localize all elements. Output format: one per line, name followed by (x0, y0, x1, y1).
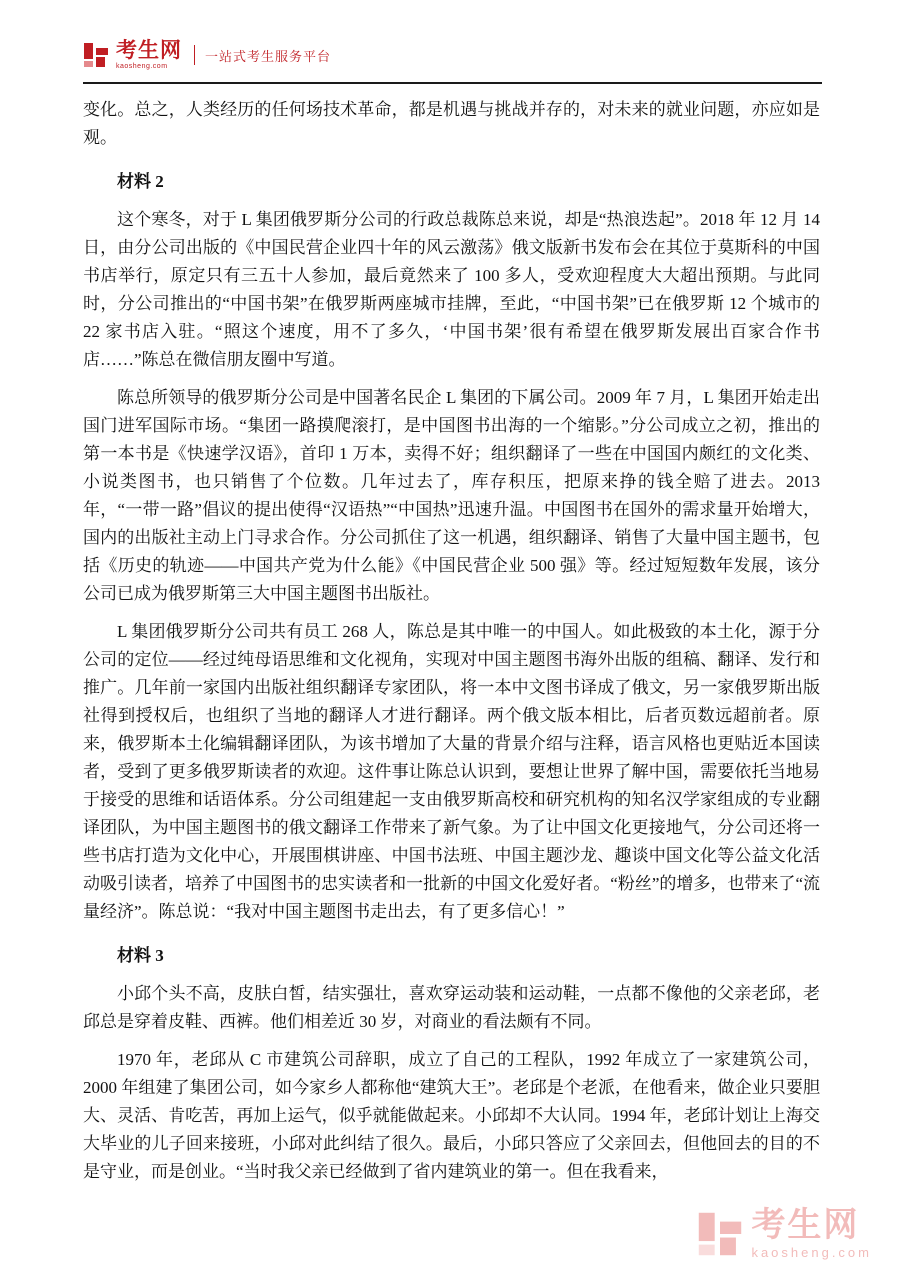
material-2-heading: 材料 2 (117, 172, 164, 191)
watermark-subtext: kaosheng.com (751, 1245, 872, 1260)
paragraph: 小邱个头不高，皮肤白皙，结实强壮，喜欢穿运动装和运动鞋，一点都不像他的父亲老邱，老邱总是穿着皮鞋、西裤。他们相差近 30 岁，对商业的看法颇有不同。 (83, 984, 820, 1031)
site-header (83, 40, 822, 84)
watermark-text-group (751, 1208, 872, 1259)
material-3-heading: 材料 3 (117, 946, 164, 965)
paragraph: 陈总所领导的俄罗斯分公司是中国著名民企 L 集团的下属公司。2009 年 7 月，L 集团开始走出国门进军国际市场。“集团一路摸爬滚打，是中国图书出海的一个缩影。”分公司成立之初，推出的第一本书是《快速学汉语》，首印 1 万本，卖得不好；组织翻译了一些在中国国内颇红的文化类、小说类图书，也只销售了个位数。几年过去了，库存积压，把原来挣的钱全赔了进去。2013 年，“一带一路”倡议的提出使得“汉语热”“中国热”迅速升温。中国图书在国外的需求量开始增大，国内的出版社主动上门寻求合作。分公司抓住了这一机遇，组织翻译、销售了大量中国主题书，包括《历史的轨迹——中国共产党为什么能》《中国民营企业 500 强》等。经过短短数年发展，该分公司已成为俄罗斯第三大中国主题图书出版社。 (83, 388, 820, 603)
paragraph: 变化。总之，人类经历的任何场技术革命，都是机遇与挑战并存的，对未来的就业问题，亦应如是观。 (83, 100, 820, 147)
logo-tagline: 一站式考生服务平台 (205, 48, 332, 64)
kaosheng-watermark-icon (697, 1211, 743, 1257)
logo-text-group (116, 40, 182, 70)
logo-text: 考生网 (116, 39, 182, 62)
document-content (83, 96, 820, 1196)
watermark-logo (697, 1208, 872, 1259)
kaosheng-logo-icon (83, 42, 109, 68)
logo-subtext: kaosheng.com (116, 63, 168, 70)
paragraph: L 集团俄罗斯分公司共有员工 268 人，陈总是其中唯一的中国人。如此极致的本土化，源于分公司的定位——经过纯母语思维和文化视角，实现对中国主题图书海外出版的组稿、翻译、发行和推广。几年前一家国内出版社组织翻译专家团队，将一本中文图书译成了俄文，另一家俄罗斯出版社得到授权后，也组织了当地的翻译人才进行翻译。两个俄文版本相比，后者页数远超前者。原来，俄罗斯本土化编辑翻译团队，为该书增加了大量的背景介绍与注释，语言风格也更贴近本国读者，受到了更多俄罗斯读者的欢迎。这件事让陈总认识到，要想让世界了解中国，需要依托当地易于接受的思维和话语体系。分公司组建起一支由俄罗斯高校和研究机构的知名汉学家组成的专业翻译团队，为中国主题图书的俄文翻译工作带来了新气象。为了让中国文化更接地气，分公司还将一些书店打造为文化中心，开展围棋讲座、中国书法班、中国主题沙龙、趣谈中国文化等公益文化活动吸引读者，培养了中国图书的忠实读者和一批新的中国文化爱好者。“粉丝”的增多，也带来了“流量经济”。陈总说：“我对中国主题图书走出去，有了更多信心！” (83, 622, 820, 921)
paragraph: 1970 年，老邱从 C 市建筑公司辞职，成立了自己的工程队，1992 年成立了一家建筑公司，2000 年组建了集团公司，如今家乡人都称他“建筑大王”。老邱是个老派，在他看来，做企业只要胆大、灵活、肯吃苦，再加上运气，似乎就能做起来。小邱却不大认同。1994 年，老邱计划让上海交大毕业的儿子回来接班，小邱对此纠结了很久。最后，小邱只答应了父亲回去，但他回去的目的不是守业，而是创业。“当时我父亲已经做到了省内建筑业的第一。但在我看来， (83, 1050, 820, 1181)
logo-divider (194, 45, 195, 65)
paragraph: 这个寒冬，对于 L 集团俄罗斯分公司的行政总裁陈总来说，却是“热浪迭起”。2018 年 12 月 14 日，由分公司出版的《中国民营企业四十年的风云激荡》俄文版新书发布会在其位于莫斯科的中国书店举行，原定只有三五十人参加，最后竟然来了 100 多人，受欢迎程度大大超出预期。与此同时，分公司推出的“中国书架”在俄罗斯两座城市挂牌，至此，“中国书架”已在俄罗斯 12 个城市的 22 家书店入驻。“照这个速度，用不了多久，‘中国书架’很有希望在俄罗斯发展出百家合作书店……”陈总在微信朋友圈中写道。 (83, 210, 820, 369)
kaosheng-logo (83, 40, 822, 70)
watermark-text: 考生网 (751, 1206, 860, 1244)
